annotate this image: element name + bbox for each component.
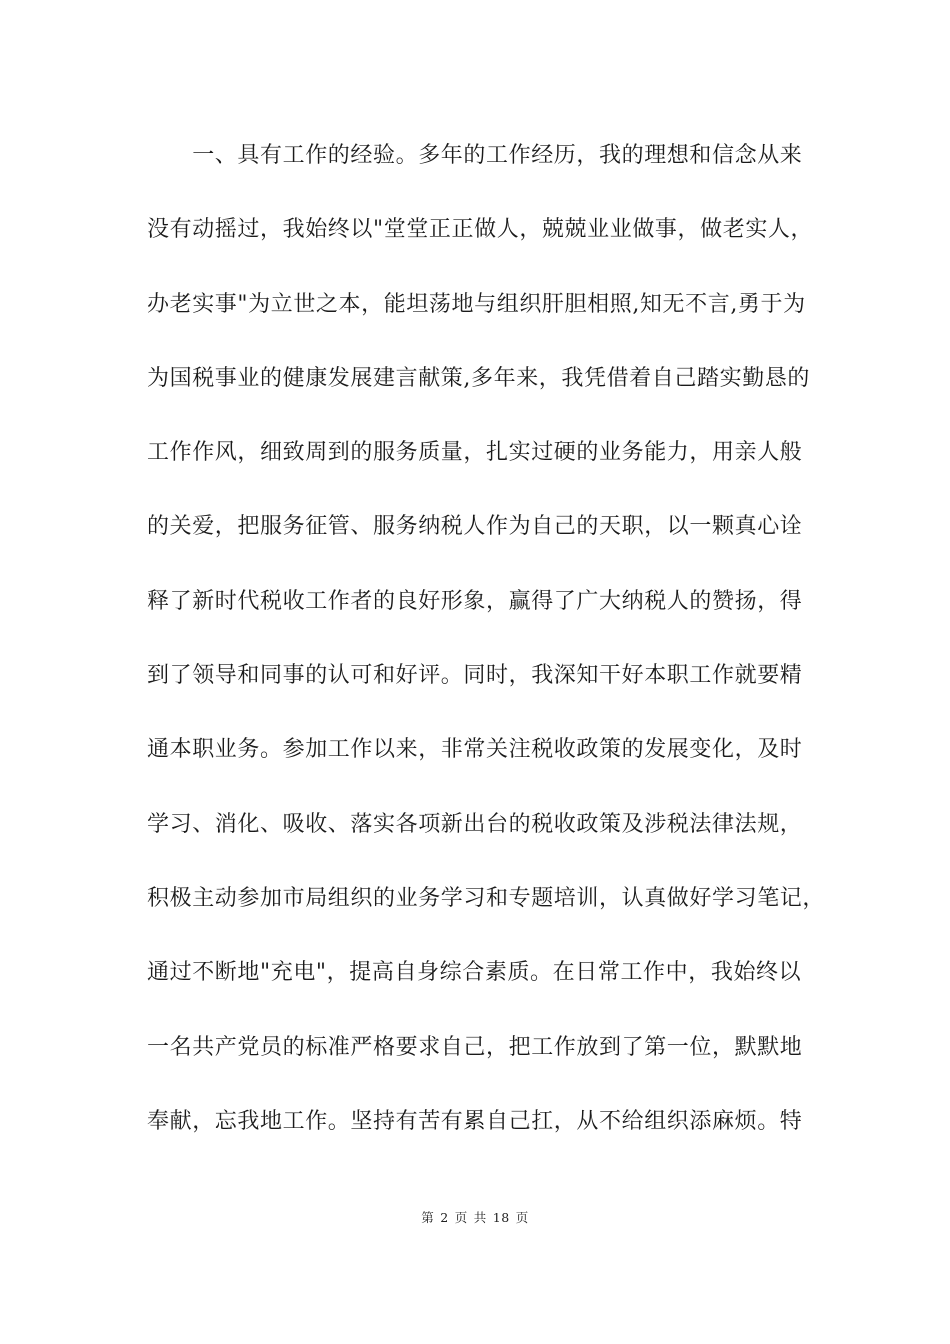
paragraph-line: 办老实事"为立世之本，能坦荡地与组织肝胆相照,知无不言,勇于为 [147,291,806,317]
paragraph-line: 为国税事业的健康发展建言献策,多年来，我凭借着自己踏实勤恳的 [147,365,810,391]
paragraph-line: 通过不断地"充电"，提高自身综合素质。在日常工作中，我始终以 [147,960,802,986]
paragraph-line: 一、具有工作的经验。多年的工作经历，我的理想和信念从来 [147,143,803,168]
paragraph-line: 学习、消化、吸收、落实各项新出台的税收政策及涉税法律法规， [147,811,803,837]
paragraph-line: 通本职业务。参加工作以来，非常关注税收政策的发展变化，及时 [147,737,803,763]
page-number-footer [0,1208,950,1226]
paragraph-line: 没有动摇过，我始终以"堂堂正正做人，兢兢业业做事，做老实人， [147,217,814,243]
footer-page-unit: 页 [454,1210,468,1225]
footer-total-unit: 页 [515,1210,529,1225]
footer-total-pages: 18 [492,1210,510,1225]
paragraph-body [147,136,827,1176]
paragraph-line: 到了领导和同事的认可和好评。同时，我深知干好本职工作就要精 [147,663,803,689]
paragraph-line: 释了新时代税收工作者的良好形象，赢得了广大纳税人的赞扬，得 [147,588,803,614]
footer-current-page: 2 [440,1210,449,1225]
paragraph-line: 的关爱，把服务征管、服务纳税人作为自己的天职，以一颗真心诠 [147,514,803,540]
footer-total-label: 共 [473,1210,487,1225]
paragraph-line: 一名共产党员的标准严格要求自己，把工作放到了第一位，默默地 [147,1034,803,1060]
paragraph-line: 积极主动参加市局组织的业务学习和专题培训，认真做好学习笔记， [147,885,826,911]
paragraph-line: 工作作风，细致周到的服务质量，扎实过硬的业务能力，用亲人般 [147,440,803,466]
footer-page-label: 第 [421,1210,435,1225]
paragraph-line: 奉献，忘我地工作。坚持有苦有累自己扛，从不给组织添麻烦。特 [147,1108,803,1134]
